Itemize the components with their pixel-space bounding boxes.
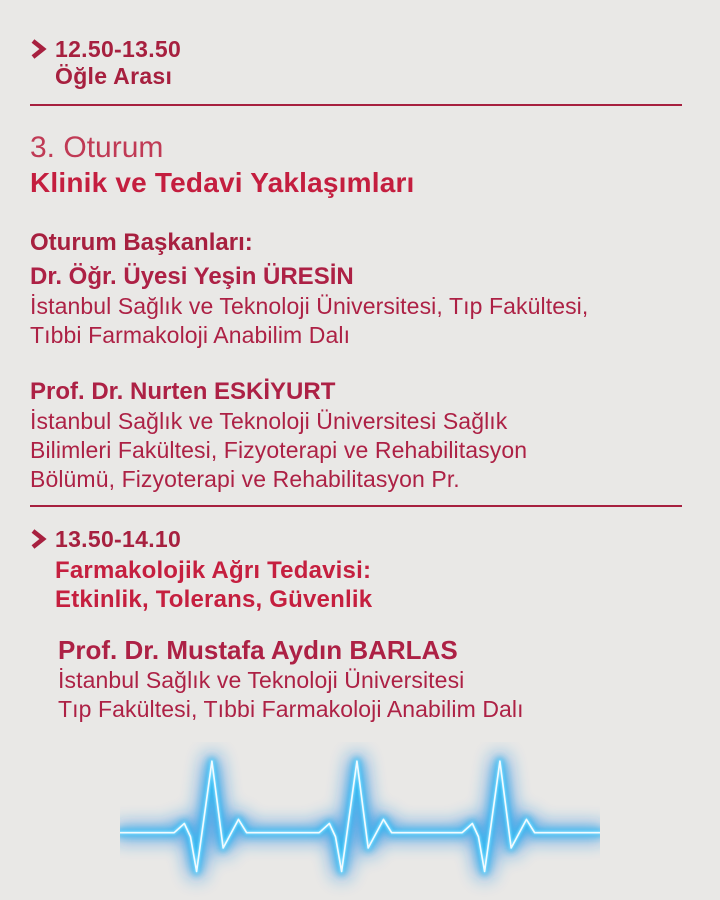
lunch-break-row bbox=[30, 36, 686, 62]
section-divider bbox=[30, 505, 682, 507]
session-title: Klinik ve Tedavi Yaklaşımları bbox=[30, 167, 415, 198]
speaker-name: Prof. Dr. Mustafa Aydın BARLAS bbox=[58, 635, 458, 665]
speaker-affiliation-line: Tıp Fakültesi, Tıbbi Farmakoloji Anabilim Dalı bbox=[58, 696, 524, 722]
chevron-right-icon bbox=[30, 528, 47, 550]
session-chairs-heading: Oturum Başkanları: bbox=[30, 229, 253, 256]
section-divider bbox=[30, 104, 682, 106]
chair-affiliation-line: Bölümü, Fizyoterapi ve Rehabilitasyon Pr. bbox=[30, 466, 460, 492]
ecg-heartbeat-graphic bbox=[120, 742, 600, 900]
talk-row bbox=[30, 526, 686, 552]
chair-name: Dr. Öğr. Üyesi Yeşin ÜRESİN bbox=[30, 263, 354, 290]
session-number: 3. Oturum bbox=[30, 131, 164, 164]
chair-affiliation-line: İstanbul Sağlık ve Teknoloji Üniversitesi, Tıp Fakültesi, bbox=[30, 293, 589, 319]
talk-time: 13.50-14.10 bbox=[55, 526, 182, 552]
ecg-heartbeat-icon bbox=[120, 742, 600, 900]
talk-title-line: Farmakolojik Ağrı Tedavisi: bbox=[55, 557, 372, 584]
talk-title-line: Etkinlik, Tolerans, Güvenlik bbox=[55, 586, 373, 613]
chair-affiliation-line: İstanbul Sağlık ve Teknoloji Üniversitesi Sağlık bbox=[30, 408, 508, 434]
chevron-right-icon bbox=[30, 38, 47, 60]
chair-affiliation-line: Bilimleri Fakültesi, Fizyoterapi ve Rehabilitasyon bbox=[30, 437, 528, 463]
chair-affiliation-line: Tıbbi Farmakoloji Anabilim Dalı bbox=[30, 322, 351, 348]
speaker-block bbox=[58, 635, 686, 724]
chair-name: Prof. Dr. Nurten ESKİYURT bbox=[30, 378, 336, 405]
lunch-break-time: 12.50-13.50 bbox=[55, 36, 182, 62]
speaker-affiliation-line: İstanbul Sağlık ve Teknoloji Üniversitesi bbox=[58, 667, 465, 693]
lunch-break-label: Öğle Arası bbox=[55, 63, 173, 89]
